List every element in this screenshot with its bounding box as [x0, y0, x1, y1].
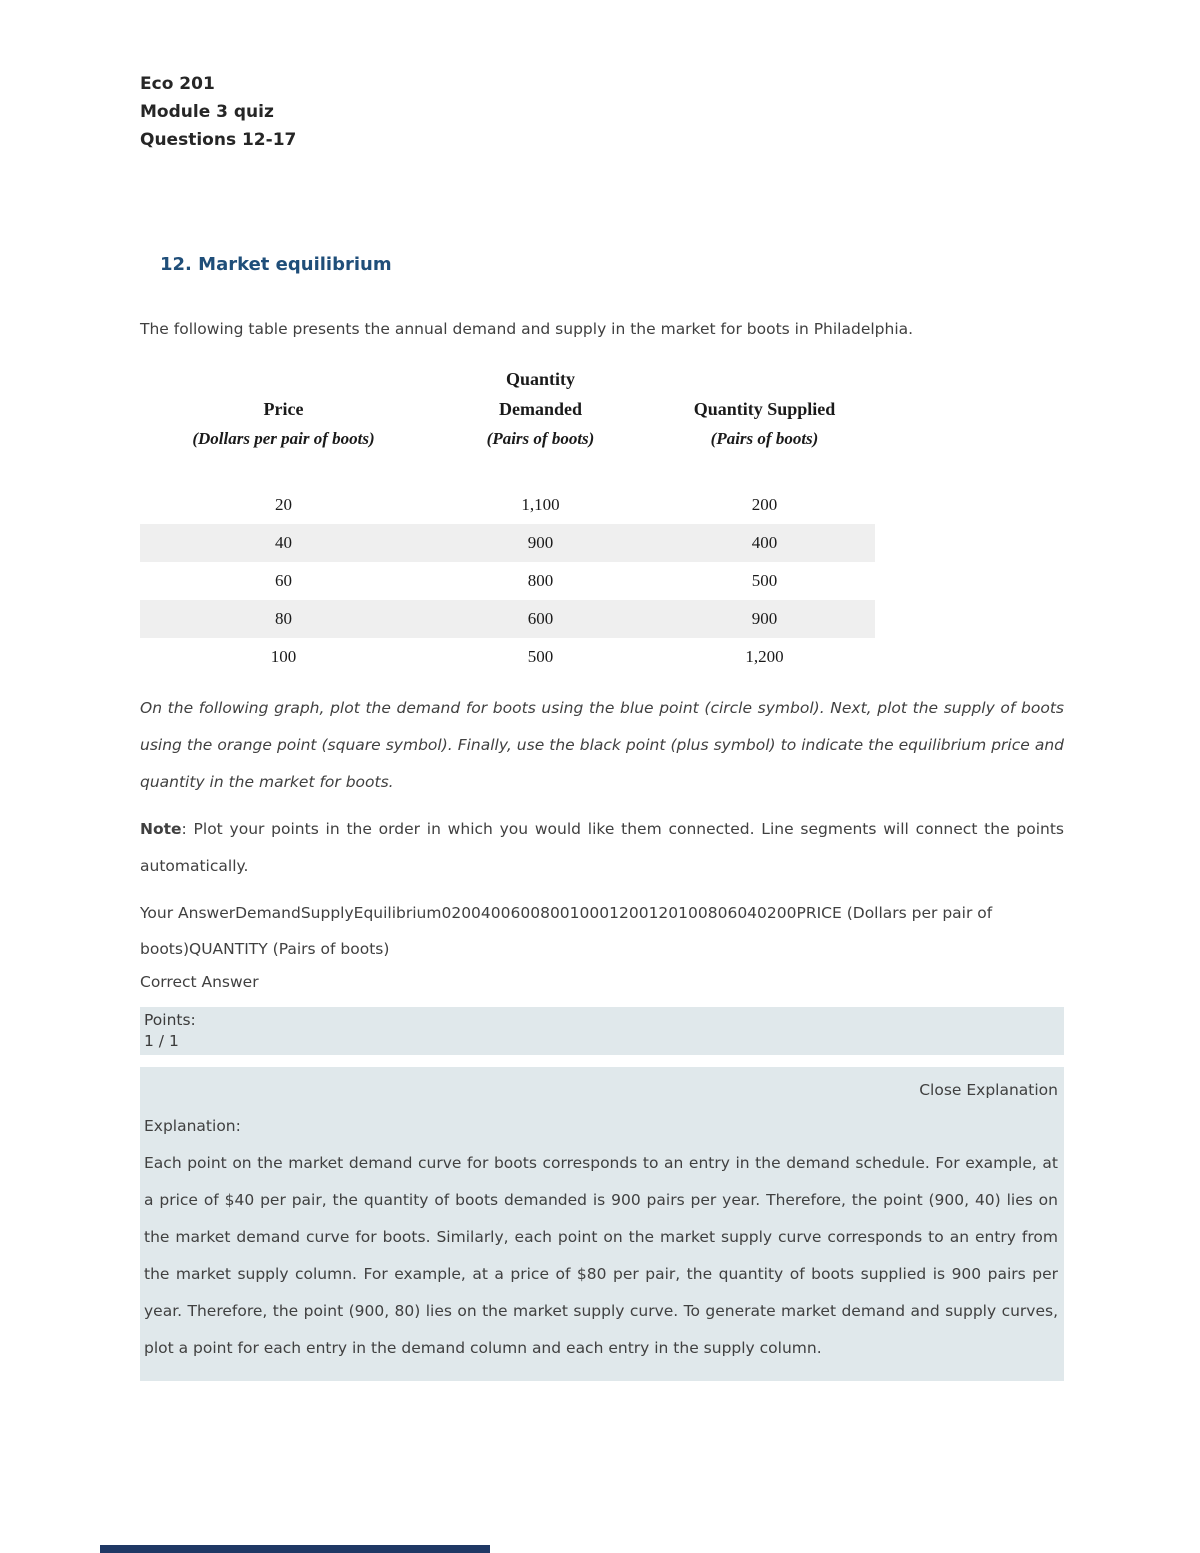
explanation-heading: Explanation:	[144, 1117, 241, 1135]
table-header-row	[140, 362, 875, 486]
question-intro: The following table presents the annual demand and supply in the market for boots in Philadelphia.	[140, 320, 914, 338]
quantity-supplied-cell: 200	[751, 495, 778, 514]
price-column-subtitle: (Dollars per pair of boots)	[192, 429, 375, 448]
quantity-demanded-column-title: Quantity Demanded	[498, 369, 582, 419]
price-cell: 20	[275, 495, 292, 514]
content-column	[140, 0, 1064, 1381]
graph-instruction-paragraph: On the following graph, plot the demand for boots using the blue point (circle symbol). Next, plot the supply of boots using the orange point (square symbol). Finally, use the black point (plus symbol) to indicate the equilibrium price and quantity in the market for boots.	[140, 699, 1064, 791]
document-header	[140, 70, 1064, 154]
price-cell: 40	[275, 533, 292, 552]
explanation-panel	[140, 1067, 1064, 1381]
quantity-supplied-cell: 400	[751, 533, 778, 552]
table-row	[140, 638, 875, 676]
price-cell: 60	[275, 571, 292, 590]
your-answer-line: Your AnswerDemandSupplyEquilibrium020040060080010001200120100806040200PRICE (Dollars per pair of boots)QUANTITY (Pairs of boots)	[140, 904, 993, 958]
next-section-top-bar	[100, 1545, 490, 1553]
questions-range: Questions 12-17	[140, 130, 297, 150]
quantity-supplied-cell: 1,200	[745, 647, 784, 666]
module-title: Module 3 quiz	[140, 102, 274, 122]
note-label: Note	[140, 820, 182, 838]
quantity-demanded-cell: 900	[527, 533, 554, 552]
correct-answer-label: Correct Answer	[140, 973, 259, 991]
close-explanation-link[interactable]: Close Explanation	[919, 1081, 1058, 1099]
quantity-supplied-column-header	[654, 362, 875, 486]
quantity-demanded-cell: 500	[527, 647, 554, 666]
quantity-supplied-cell: 900	[751, 609, 778, 628]
points-label: Points:	[144, 1011, 196, 1029]
quantity-demanded-cell: 1,100	[521, 495, 560, 514]
course-code: Eco 201	[140, 74, 215, 94]
points-value: 1 / 1	[144, 1032, 179, 1050]
table-row	[140, 486, 875, 524]
note-paragraph	[140, 811, 1064, 885]
question-title: 12. Market equilibrium	[160, 254, 392, 275]
table-row	[140, 600, 875, 638]
quantity-demanded-column-subtitle: (Pairs of boots)	[486, 429, 595, 448]
price-column-title: Price	[263, 399, 304, 419]
quantity-demanded-column-header	[427, 362, 654, 486]
price-cell: 80	[275, 609, 292, 628]
table-row	[140, 562, 875, 600]
note-text: : Plot your points in the order in which you would like them connected. Line segments will connect the points automatically.	[140, 820, 1064, 875]
quantity-supplied-cell: 500	[751, 571, 778, 590]
points-bar	[140, 1007, 1064, 1055]
demand-supply-table	[140, 362, 875, 676]
quantity-demanded-cell: 800	[527, 571, 554, 590]
quantity-demanded-cell: 600	[527, 609, 554, 628]
price-column-header	[140, 362, 427, 486]
quantity-supplied-column-subtitle: (Pairs of boots)	[710, 429, 819, 448]
explanation-body: Each point on the market demand curve for boots corresponds to an entry in the demand schedule. For example, at a price of $40 per pair, the quantity of boots demanded is 900 pairs per year. Therefore, the point (900, 40) lies on the market demand curve for boots. Similarly, each point on the market supply curve corresponds to an entry from the market supply column. For example, at a price of $80 per pair, the quantity of boots supplied is 900 pairs per year. Therefore, the point (900, 80) lies on the market supply curve. To generate market demand and supply curves, plot a point for each entry in the demand column and each entry in the supply column.	[144, 1154, 1058, 1357]
table-row	[140, 524, 875, 562]
price-cell: 100	[270, 647, 297, 666]
quantity-supplied-column-title: Quantity Supplied	[693, 399, 836, 419]
